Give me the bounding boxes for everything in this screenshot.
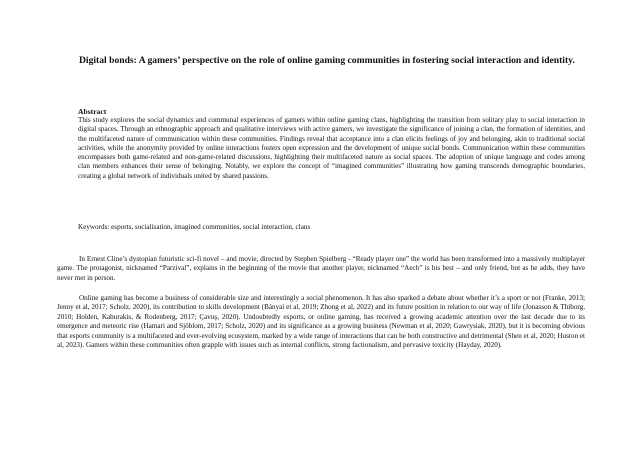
abstract-heading: Abstract <box>78 107 107 116</box>
body-paragraph-1: In Ernest Cline’s dystopian futuristic sci-fi novel – and movie, directed by Stephen Spielberg - “Ready player one” the world has been transformed into a massively multiplayer game. The protagonist, nicknamed “Parzival”, explains in the beginning of the movie that another player, nicknamed “Aech” is his best – and only friend, but as he adds, they have never met in person. <box>57 255 585 282</box>
abstract-body: This study explores the social dynamics and communal experiences of gamers within online gaming clans, highlighting the transition from solitary play to social interaction in digital spaces. Through an ethnographic approach and qualitative interviews with active gamers, we investigate the significance of joining a clan, the formation of identities, and the multifaceted nature of communication within these communities. Findings reveal that acceptance into a clan elicits feelings of joy and belonging, akin to traditional social activities, while the anonymity provided by online interactions fosters open expression and the development of unique social bonds. Communication within these communities encompasses both game-related and non-game-related discussions, highlighting their multifaceted nature as social spaces. The adoption of unique language and codes among clan members enhances their sense of belonging. Notably, we explore the concept of “imagined communities” illustrating how gaming transcends demographic boundaries, creating a global network of individuals united by shared passions. <box>78 116 585 180</box>
paper-title: Digital bonds: A gamers’ perspective on the role of online gaming communities in fostering social interaction and identity. <box>79 55 575 66</box>
body-paragraph-2: Online gaming has become a business of considerable size and interestingly a social phenomenon. It has also sparked a debate about whether it’s a sport or not (Franke, 2013; Jenny et al, 2017; Scholz, 2020), its contribution to skills development (Bányai et al, 2019; Zhong et al, 2022) and its future position in relation to our way of life (Jonasson & Thiborg, 2010; Holden, Kaburakis, & Rodenberg, 2017; Çavuş, 2020). Undoubtedly esports, or online gaming, has received a growing academic attention over the last decade due to its emergence and meteoric rise (Hamari and Sjöblom, 2017; Scholz, 2020) and its significance as a growing business (Newman et al, 2020; Gawrysiak, 2020), but it is becoming obvious that esports community is a multifaceted and ever-evolving ecosystem, marked by a wide range of interactions that can be both constructive and detrimental (Shen et al, 2020; Huston et al, 2023). Gamers within these communities often grapple with issues such as internal conflicts, strong factionalism, and pervasive toxicity (Hayday, 2020). <box>57 294 585 350</box>
keywords-line: Keywords: esports, socialisation, imagined communities, social interaction, clans <box>78 223 311 231</box>
